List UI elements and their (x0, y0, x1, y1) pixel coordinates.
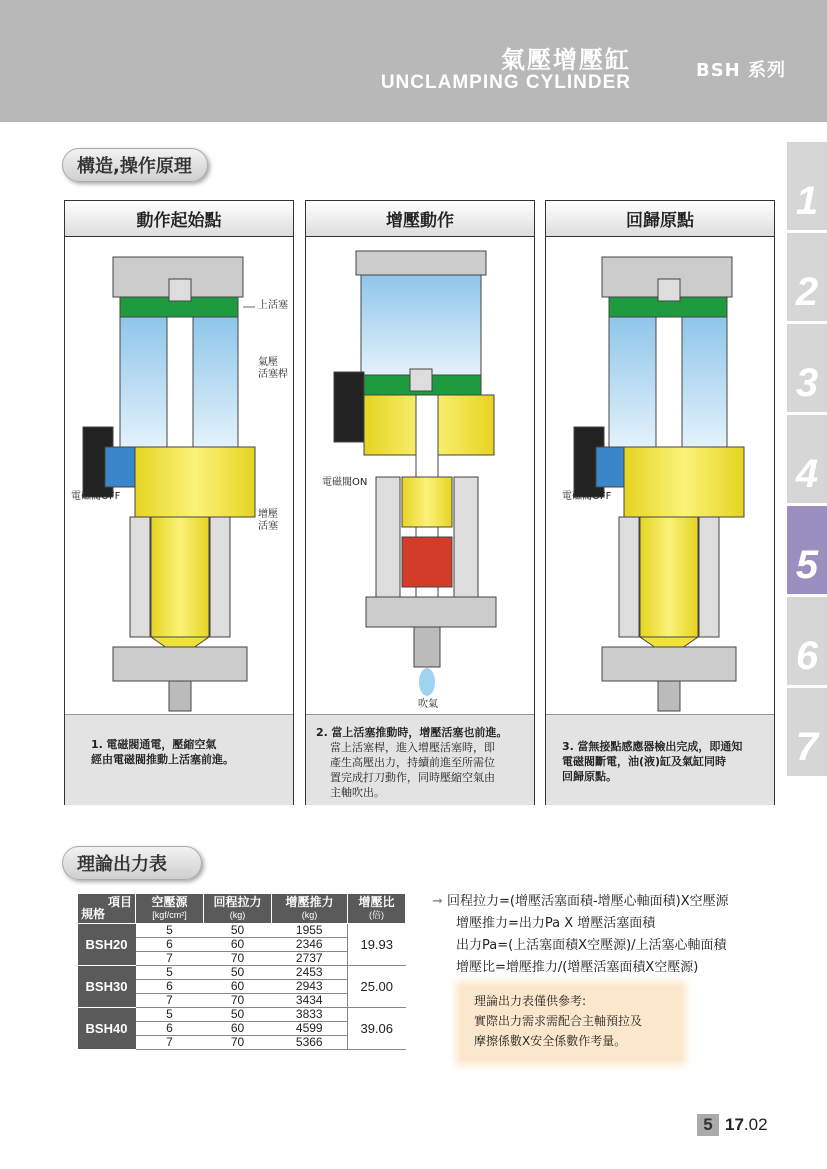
table-row (78, 924, 406, 938)
section-title-output-table: 理論出力表 (62, 846, 202, 880)
desc-number: 2. (316, 726, 328, 739)
panel-description (65, 714, 293, 805)
table-cell: 5 (136, 966, 204, 980)
table-cell: 4599 (272, 1022, 348, 1036)
table-cell: 3434 (272, 994, 348, 1008)
table-corner-header: 項目 規格 (78, 894, 136, 924)
ratio-cell: 25.00 (348, 966, 406, 1008)
col-header-ratio: 增壓比 (倍) (348, 894, 406, 924)
table-cell: 60 (204, 980, 272, 994)
chapter-tab-3[interactable]: 3 (787, 324, 827, 412)
chapter-tab-1[interactable]: 1 (787, 142, 827, 230)
table-cell: 6 (136, 980, 204, 994)
formula-line: ➞ 回程拉力=(增壓活塞面積-增壓心軸面積)X空壓源 (432, 894, 729, 909)
table-cell: 70 (204, 1036, 272, 1050)
table-cell: 1955 (272, 924, 348, 938)
header-title-zh: 氣壓增壓缸 (501, 46, 631, 74)
chapter-box: 5 (697, 1114, 719, 1136)
col-header-boost: 增壓推力 (kg) (272, 894, 348, 924)
label-rod: 氣壓 活塞桿 (258, 357, 288, 380)
table-cell: 3833 (272, 1008, 348, 1022)
label-upper-piston: 上活塞 (258, 300, 288, 311)
model-cell: BSH40 (78, 1008, 136, 1050)
model-cell: BSH30 (78, 966, 136, 1008)
panel-return-origin (545, 200, 775, 805)
desc-bold: 當上活塞推動時，增壓活塞也前進。 (331, 726, 508, 739)
ratio-cell: 19.93 (348, 924, 406, 966)
formula-line: 增壓推力=出力Pa X 增壓活塞面積 (456, 916, 656, 931)
label-valve: 電磁閥ON (322, 477, 368, 488)
panel-start-position (64, 200, 294, 805)
table-cell: 2346 (272, 938, 348, 952)
col-header-air: 空壓源 [kgf/cm²] (136, 894, 204, 924)
arrow-right-icon: ➞ (432, 894, 448, 909)
table-cell: 5 (136, 1008, 204, 1022)
table-cell: 50 (204, 924, 272, 938)
table-cell: 70 (204, 952, 272, 966)
panel-boost-action (305, 200, 535, 805)
table-cell: 60 (204, 1022, 272, 1036)
label-exhaust: 吹氣 (418, 699, 438, 710)
desc-bold: 電磁閥通電，壓縮空氣 經由電磁閥推動上活塞前進。 (91, 738, 234, 766)
table-cell: 6 (136, 1022, 204, 1036)
panel-title: 回歸原點 (546, 201, 774, 237)
table-cell: 50 (204, 1008, 272, 1022)
table-row (78, 966, 406, 980)
desc-number: 1. (91, 738, 103, 751)
panel-title: 增壓動作 (306, 201, 534, 237)
header-series: BSH 系列 (696, 60, 787, 81)
section-title-structure: 構造,操作原理 (62, 148, 208, 182)
table-cell: 7 (136, 1036, 204, 1050)
page-label: 17.02 (725, 1115, 768, 1134)
panel-description (546, 714, 774, 805)
col-header-return: 回程拉力 (kg) (204, 894, 272, 924)
ratio-cell: 39.06 (348, 1008, 406, 1050)
cylinder-diagram (546, 237, 774, 713)
desc-bold: 當無接點感應器檢出完成，即通知 電磁閥斷電，油(液)缸及氣缸同時 回歸原點。 (562, 740, 743, 783)
chapter-tab-2[interactable]: 2 (787, 233, 827, 321)
label-valve: 電磁閥OFF (71, 491, 121, 502)
cylinder-diagram (306, 237, 534, 713)
chapter-tab-7[interactable]: 7 (787, 688, 827, 776)
label-valve: 電磁閥OFF (562, 491, 612, 502)
table-cell: 5366 (272, 1036, 348, 1050)
table-row (78, 1008, 406, 1022)
formula-line: 出力Pa=(上活塞面積X空壓源)/上活塞心軸面積 (456, 938, 727, 953)
cylinder-drawing (546, 237, 774, 713)
desc-normal: 當上活塞桿，進入增壓活塞時，即 產生高壓出力，持續前進至所需位 置完成打刀動作，同時壓縮空氣由 主軸吹出。 (330, 741, 495, 799)
table-cell: 5 (136, 924, 204, 938)
page-number (697, 1114, 768, 1136)
table-cell: 2453 (272, 966, 348, 980)
output-table (77, 893, 406, 1050)
panel-title: 動作起始點 (65, 201, 293, 237)
panel-description (306, 714, 534, 805)
chapter-tab-5[interactable]: 5 (787, 506, 827, 594)
formula-list (432, 891, 729, 979)
label-boost-piston: 增壓 活塞 (258, 509, 278, 532)
table-body (78, 924, 406, 1050)
page-header (0, 0, 827, 122)
model-cell: BSH20 (78, 924, 136, 966)
chapter-tab-4[interactable]: 4 (787, 415, 827, 503)
cylinder-diagram (65, 237, 293, 713)
table-cell: 60 (204, 938, 272, 952)
formula-line: 增壓比=增壓推力/(增壓活塞面積X空壓源) (456, 960, 699, 975)
table-cell: 50 (204, 966, 272, 980)
table-cell: 2737 (272, 952, 348, 966)
reference-note: 理論出力表僅供參考: 實際出力需求需配合主軸預拉及 摩擦係數X安全係數作考量。 (460, 985, 682, 1061)
table-cell: 2943 (272, 980, 348, 994)
table-cell: 7 (136, 994, 204, 1008)
cylinder-drawing (306, 237, 534, 713)
chapter-tab-6[interactable]: 6 (787, 597, 827, 685)
table-cell: 7 (136, 952, 204, 966)
header-title-en: UNCLAMPING CYLINDER (380, 72, 631, 93)
table-cell: 70 (204, 994, 272, 1008)
desc-number: 3. (562, 740, 574, 753)
table-cell: 6 (136, 938, 204, 952)
